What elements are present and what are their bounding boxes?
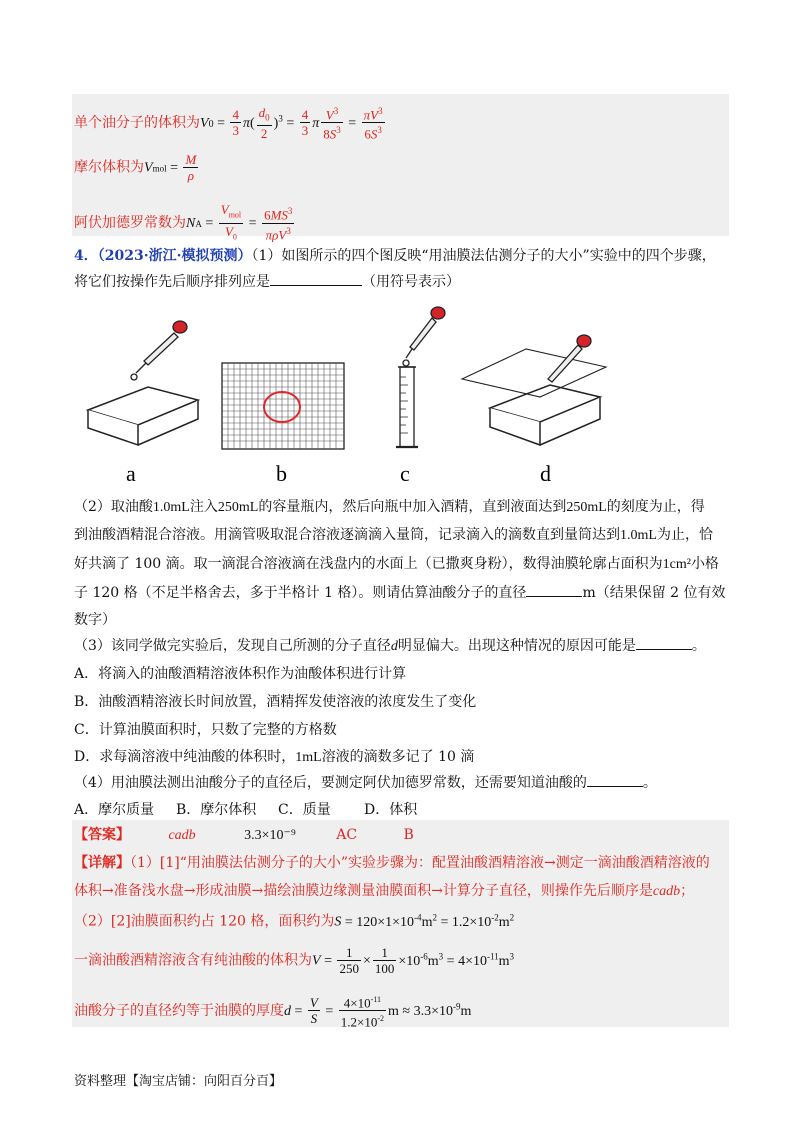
- figure-a-tray: [88, 387, 198, 445]
- option-4B[interactable]: B．摩尔体积: [176, 802, 257, 818]
- figure-label-b: b: [276, 461, 287, 485]
- question-4-line1: 4．（2023·浙江·模拟预测）（1）如图所示的四个图反映“用油膜法估测分子的大小”实验中的四个步骤，: [74, 248, 716, 264]
- part4-line: （4）用油膜法测出油酸分子的直径后，要测定阿伏加德罗常数，还需要知道油酸的 。: [74, 775, 657, 791]
- answer-blank-3[interactable]: [636, 649, 692, 650]
- answer-blank-2[interactable]: [526, 596, 582, 597]
- figure-label-c: c: [400, 461, 410, 485]
- answer-blank-4[interactable]: [587, 786, 643, 787]
- dropper-icon: [131, 321, 187, 380]
- detail-line1: 【详解】（1）[1]“用油膜法估测分子的大小”实验步骤为：配置油酸酒精溶液→测定一滴油酸酒精溶液的: [74, 855, 710, 871]
- option-3D[interactable]: D．求每滴溶液中纯油酸的体积时，1mL溶液的滴数多记了 10 滴: [74, 749, 475, 765]
- option-3A[interactable]: A．将滴入的油酸酒精溶液体积作为油酸体积进行计算: [74, 666, 407, 682]
- option-4C[interactable]: C．质量: [278, 802, 331, 818]
- dropper-icon: [403, 307, 445, 366]
- part2-line3: 好共滴了 100 滴。取一滴混合溶液滴在浅盘内的水面上（已撒爽身粉），数得油膜轮廓占面积为1cm²小格: [74, 556, 719, 572]
- option-3B[interactable]: B．油酸酒精溶液长时间放置，酒精挥发使溶液的浓度发生了变化: [74, 694, 477, 710]
- answer-line: 【答案】 cadb 3.3×10⁻⁹ AC B: [74, 827, 414, 843]
- detail-line2: 体积→准备浅水盘→形成油膜→描绘油膜边缘测量油膜面积→计算分子直径，则操作先后顺序是cadb；: [74, 883, 695, 899]
- option-4A[interactable]: A．摩尔质量: [74, 802, 155, 818]
- figure-c-cylinder: [396, 367, 418, 447]
- option-3C[interactable]: C．计算油膜面积时，只数了完整的方格数: [74, 722, 337, 738]
- detail-line4: 一滴油酸酒精溶液含有纯油酸的体积为V = $\frac{1}{250}$ × $\frac{1}{100}$ $\times 10^{-6}m^3 = 4\times 10^{-11}m^3$: [74, 945, 515, 976]
- option-4D[interactable]: D．体积: [364, 802, 418, 818]
- part3-line: （3）该同学做完实验后，发现自己所测的分子直径d明显偏大。出现这种情况的原因可能是 。: [74, 638, 706, 654]
- experiment-figure: [70, 305, 630, 485]
- part2-line2: 到油酸酒精混合溶液。用滴管吸取混合溶液逐滴滴入量筒，记录滴入的滴数直到量筒达到1.0mL为止，恰: [74, 527, 713, 543]
- figure-label-a: a: [126, 461, 136, 485]
- molar-volume-line: 摩尔体积为Vmol = $\frac{M}{\rho}$: [74, 152, 197, 183]
- figure-d-tray: [462, 349, 606, 445]
- part2-line4: 子 120 格（不足半格舍去，多于半格计 1 格）。则请估算油酸分子的直径 m（结果保留 2 位有效: [74, 585, 726, 601]
- figure-b-grid: [222, 363, 344, 449]
- avogadro-line: 阿伏加德罗常数为NA = $\frac{V_{mol}}{V_0}$ = $\frac{6MS^3}{\pi\rho V^3}$: [74, 202, 293, 242]
- molecule-volume-line: 单个油分子的体积为V0 = $\frac{4}{3}$ π( $\frac{d_0}{2}$ )$^3$ = $\frac{4}{3}$ π $\frac{V^3}{8S^3}$ = $\frac{\pi V^3}{6S^3}$: [74, 104, 383, 142]
- figure-label-d: d: [540, 461, 551, 485]
- answer-blank-1[interactable]: [270, 285, 362, 286]
- detail-line3: （2）[2]油膜面积约占 120 格，面积约为$S = 120\times 1\times 10^{-4}m^2 = 1.2\times 10^{-2}m^2$: [74, 912, 515, 930]
- part2-line5: 数字）: [74, 612, 116, 628]
- question-4-line2: 将它们按操作先后顺序排列应是 （用符号表示）: [74, 274, 460, 290]
- detail-line5: 油酸分子的直径约等于油膜的厚度d = $\frac{V}{S}$ = $\frac{4\times 10^{-11}}{1.2\times 10^{-2}}$ $m \approx 3.3\times 10^{-9}m$: [74, 992, 471, 1030]
- dropper-icon: [548, 335, 591, 382]
- part2-line1: （2）取油酸1.0mL注入250mL的容量瓶内，然后向瓶中加入酒精，直到液面达到250mL的刻度为止，得: [74, 499, 705, 515]
- page-footer: 资料整理【淘宝店铺：向阳百分百】: [74, 1074, 283, 1089]
